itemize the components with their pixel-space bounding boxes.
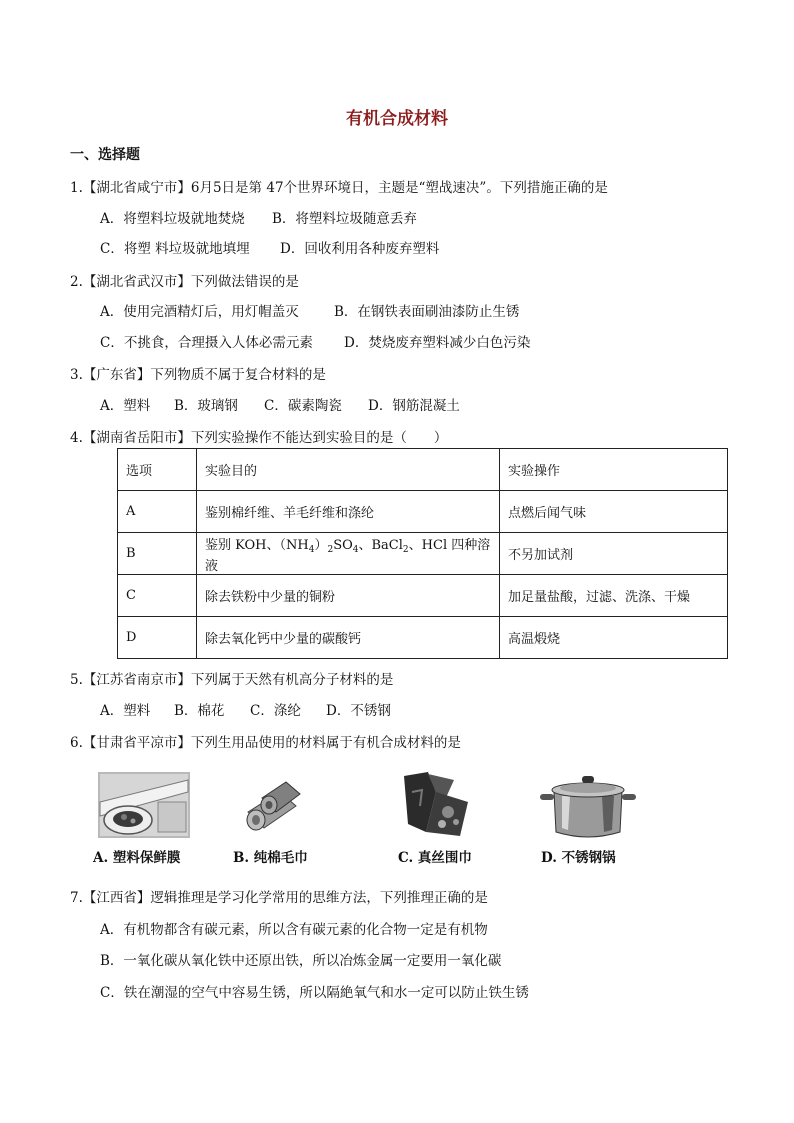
option-b[interactable]: B．棉花 [174, 703, 225, 719]
row-purpose: 除去氧化钙中少量的碳酸钙 [197, 617, 500, 659]
header-operation: 实验操作 [500, 449, 728, 491]
purpose-text: 、HCl 四种溶液 [205, 537, 491, 574]
question-4-stem: 4.【湖南省岳阳市】下列实验操作不能达到实验目的是（ ） [70, 430, 448, 446]
steel-pot-image[interactable] [540, 772, 636, 840]
question-3-options [100, 394, 460, 414]
plastic-wrap-image[interactable] [98, 772, 190, 838]
row-purpose: 鉴别棉纤维、羊毛纤维和涤纶 [197, 491, 500, 533]
purpose-text: 、BaCl [358, 537, 403, 553]
image-caption-c: C. 真丝围巾 [398, 850, 472, 866]
purpose-text: 鉴别 KOH、（NH [205, 537, 309, 553]
subscript: 2 [327, 544, 334, 555]
question-7-stem: 7.【江西省】逻辑推理是学习化学常用的思维方法，下列推理正确的是 [70, 890, 488, 906]
experiment-table [117, 448, 728, 659]
option-b[interactable]: B．玻璃钢 [174, 398, 238, 414]
option-b[interactable]: B．一氧化碳从氧化铁中还原出铁，所以冶炼金属一定要用一氧化碳 [100, 953, 502, 969]
image-caption-a: A. 塑料保鲜膜 [93, 850, 181, 866]
option-d[interactable]: D．钢筋混凝土 [368, 398, 460, 414]
question-2-options-row2 [100, 331, 530, 351]
question-1-stem: 1.【湖北省咸宁市】6月5日是第 47个世界环境日，主题是“塑战速决”。下列措施正确的是 [70, 180, 608, 196]
question-5-stem: 5.【江苏省南京市】下列属于天然有机高分子材料的是 [70, 672, 394, 688]
section-heading: 一、选择题 [70, 147, 140, 163]
row-purpose [197, 533, 500, 575]
row-operation: 高温煅烧 [500, 617, 728, 659]
purpose-text: ） [314, 537, 328, 553]
option-c[interactable]: C．铁在潮湿的空气中容易生锈，所以隔絶氧气和水一定可以防止铁生锈 [100, 985, 529, 1001]
question-6-stem: 6.【甘肃省平凉市】下列生用品使用的材料属于有机合成材料的是 [70, 735, 461, 751]
row-option: A [118, 491, 197, 533]
cotton-towel-image[interactable] [240, 772, 306, 838]
option-a[interactable]: A．将塑料垃圾就地焚烧 [100, 211, 245, 227]
option-c[interactable]: C．不挑食，合理摄入人体必需元素 [100, 335, 313, 351]
question-3-stem: 3.【广东省】下列物质不属于复合材料的是 [70, 367, 326, 383]
header-option: 选项 [118, 449, 197, 491]
row-option: D [118, 617, 197, 659]
question-1-options-row2 [100, 237, 439, 257]
option-b[interactable]: B．将塑料垃圾随意丢弃 [272, 211, 417, 227]
table-row[interactable] [118, 575, 728, 617]
subscript: 2 [402, 544, 409, 555]
image-caption-b: B. 纯棉毛巾 [233, 850, 308, 866]
subscript: 4 [352, 544, 359, 555]
table-row[interactable] [118, 617, 728, 659]
table-row[interactable] [118, 491, 728, 533]
question-5-options [100, 699, 391, 719]
option-a[interactable]: A．塑料 [100, 703, 151, 719]
subscript: 4 [308, 544, 315, 555]
question-2-stem: 2.【湖北省武汉市】下列做法错误的是 [70, 274, 299, 290]
table-row[interactable] [118, 533, 728, 575]
option-c[interactable]: C．涤纶 [250, 703, 301, 719]
option-d[interactable]: D．回收利用各种废弃塑料 [280, 241, 440, 257]
row-operation: 加足量盐酸，过滤、洗涤、干燥 [500, 575, 728, 617]
page-title: 有机合成材料 [346, 109, 448, 129]
option-d[interactable]: D．不锈钢 [326, 703, 391, 719]
option-c[interactable]: C．将塑 料垃圾就地填埋 [100, 241, 250, 257]
row-option: B [118, 533, 197, 575]
option-b[interactable]: B．在钢铁表面刷油漆防止生锈 [334, 304, 520, 320]
table-header-row [118, 449, 728, 491]
purpose-text: SO [333, 537, 353, 553]
header-purpose: 实验目的 [197, 449, 500, 491]
row-operation: 点燃后闻气味 [500, 491, 728, 533]
option-a[interactable]: A．使用完酒精灯后，用灯帽盖灭 [100, 304, 299, 320]
silk-scarf-image[interactable] [398, 772, 472, 842]
question-1-options-row1 [100, 207, 417, 227]
row-purpose: 除去铁粉中少量的铜粉 [197, 575, 500, 617]
question-2-options-row1 [100, 300, 519, 320]
option-d[interactable]: D．焚烧废弃塑料减少白色污染 [344, 335, 531, 351]
option-c[interactable]: C．碳素陶瓷 [264, 398, 342, 414]
row-operation: 不另加试剂 [500, 533, 728, 575]
option-a[interactable]: A．有机物都含有碳元素，所以含有碳元素的化合物一定是有机物 [100, 922, 488, 938]
row-option: C [118, 575, 197, 617]
option-a[interactable]: A．塑料 [100, 398, 151, 414]
image-caption-d: D. 不锈钢锅 [541, 850, 616, 866]
